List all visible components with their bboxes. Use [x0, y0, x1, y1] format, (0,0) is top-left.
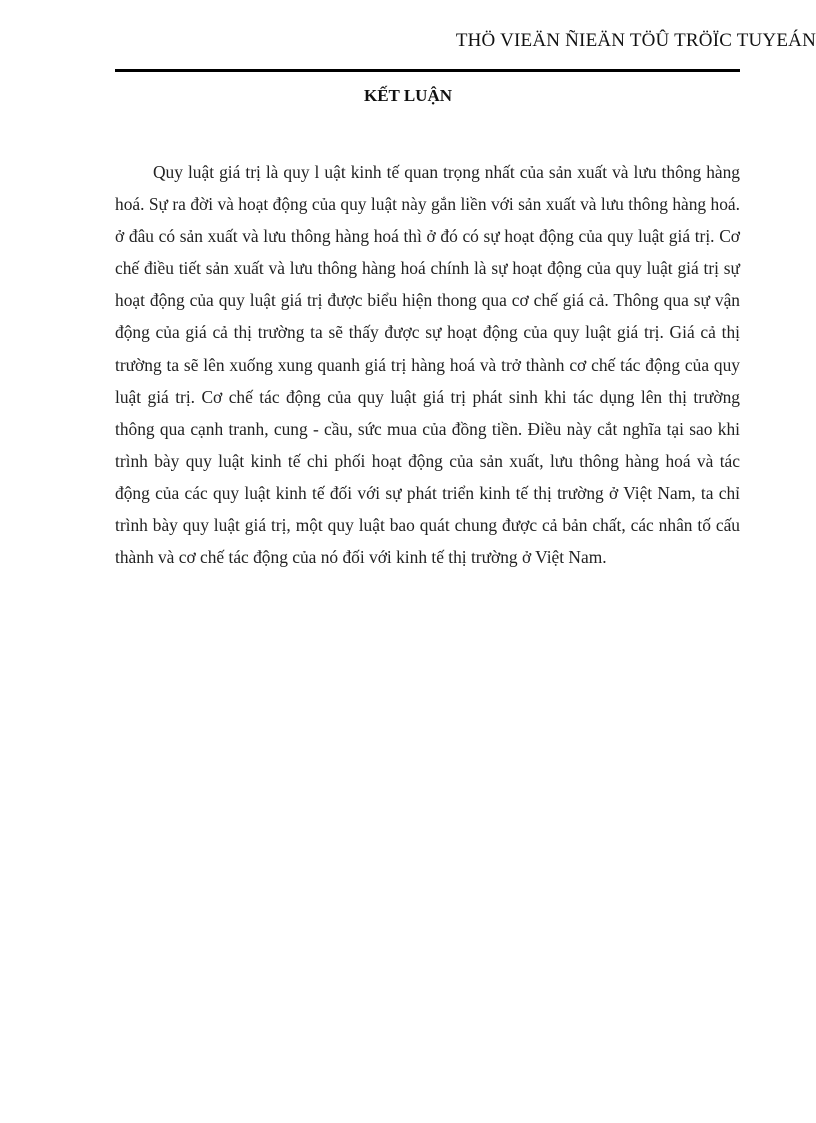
running-header: THÖ VIEÄN ÑIEÄN TÖÛ TRÖÏC TUYEÁN — [455, 30, 816, 51]
body-paragraph: Quy luật giá trị là quy l uật kinh tế quan trọng nhất của sản xuất và lưu thông hàng hoá. Sự ra đời và hoạt động của quy luật này gắn liền với sản xuất và lưu thông hàng hoá. ở đâu có sản xuất và lưu thông hàng hoá thì ở đó có sự hoạt động của quy luật giá trị. Cơ chế điều tiết sản xuất và lưu thông hàng hoá chính là sự hoạt động của quy luật giá trị sự hoạt động của quy luật giá trị được biểu hiện thong qua cơ chế giá cả. Thông qua sự vận động của giá cả thị trường ta sẽ thấy được sự hoạt động của quy luật giá trị. Giá cả thị trường ta sẽ lên xuống xung quanh giá trị hàng hoá và trở thành cơ chế tác động của quy luật giá trị. Cơ chế tác động của quy luật giá trị phát sinh khi tác dụng lên thị trường thông qua cạnh tranh, cung - cầu, sức mua của đồng tiền. Điều này cắt nghĩa tại sao khi trình bày quy luật kinh tế chi phối hoạt động của sản xuất, lưu thông hàng hoá và tác động của các quy luật kinh tế đối với sự phát triển kinh tế thị trường ở Việt Nam, ta chỉ trình bày quy luật giá trị, một quy luật bao quát chung được cả bản chất, các nhân tố cấu thành và cơ chế tác động của nó đối với kinh tế thị trường ở Việt Nam. — [115, 162, 740, 568]
header-divider — [115, 69, 740, 72]
page-title: KẾT LUẬN — [363, 86, 452, 105]
